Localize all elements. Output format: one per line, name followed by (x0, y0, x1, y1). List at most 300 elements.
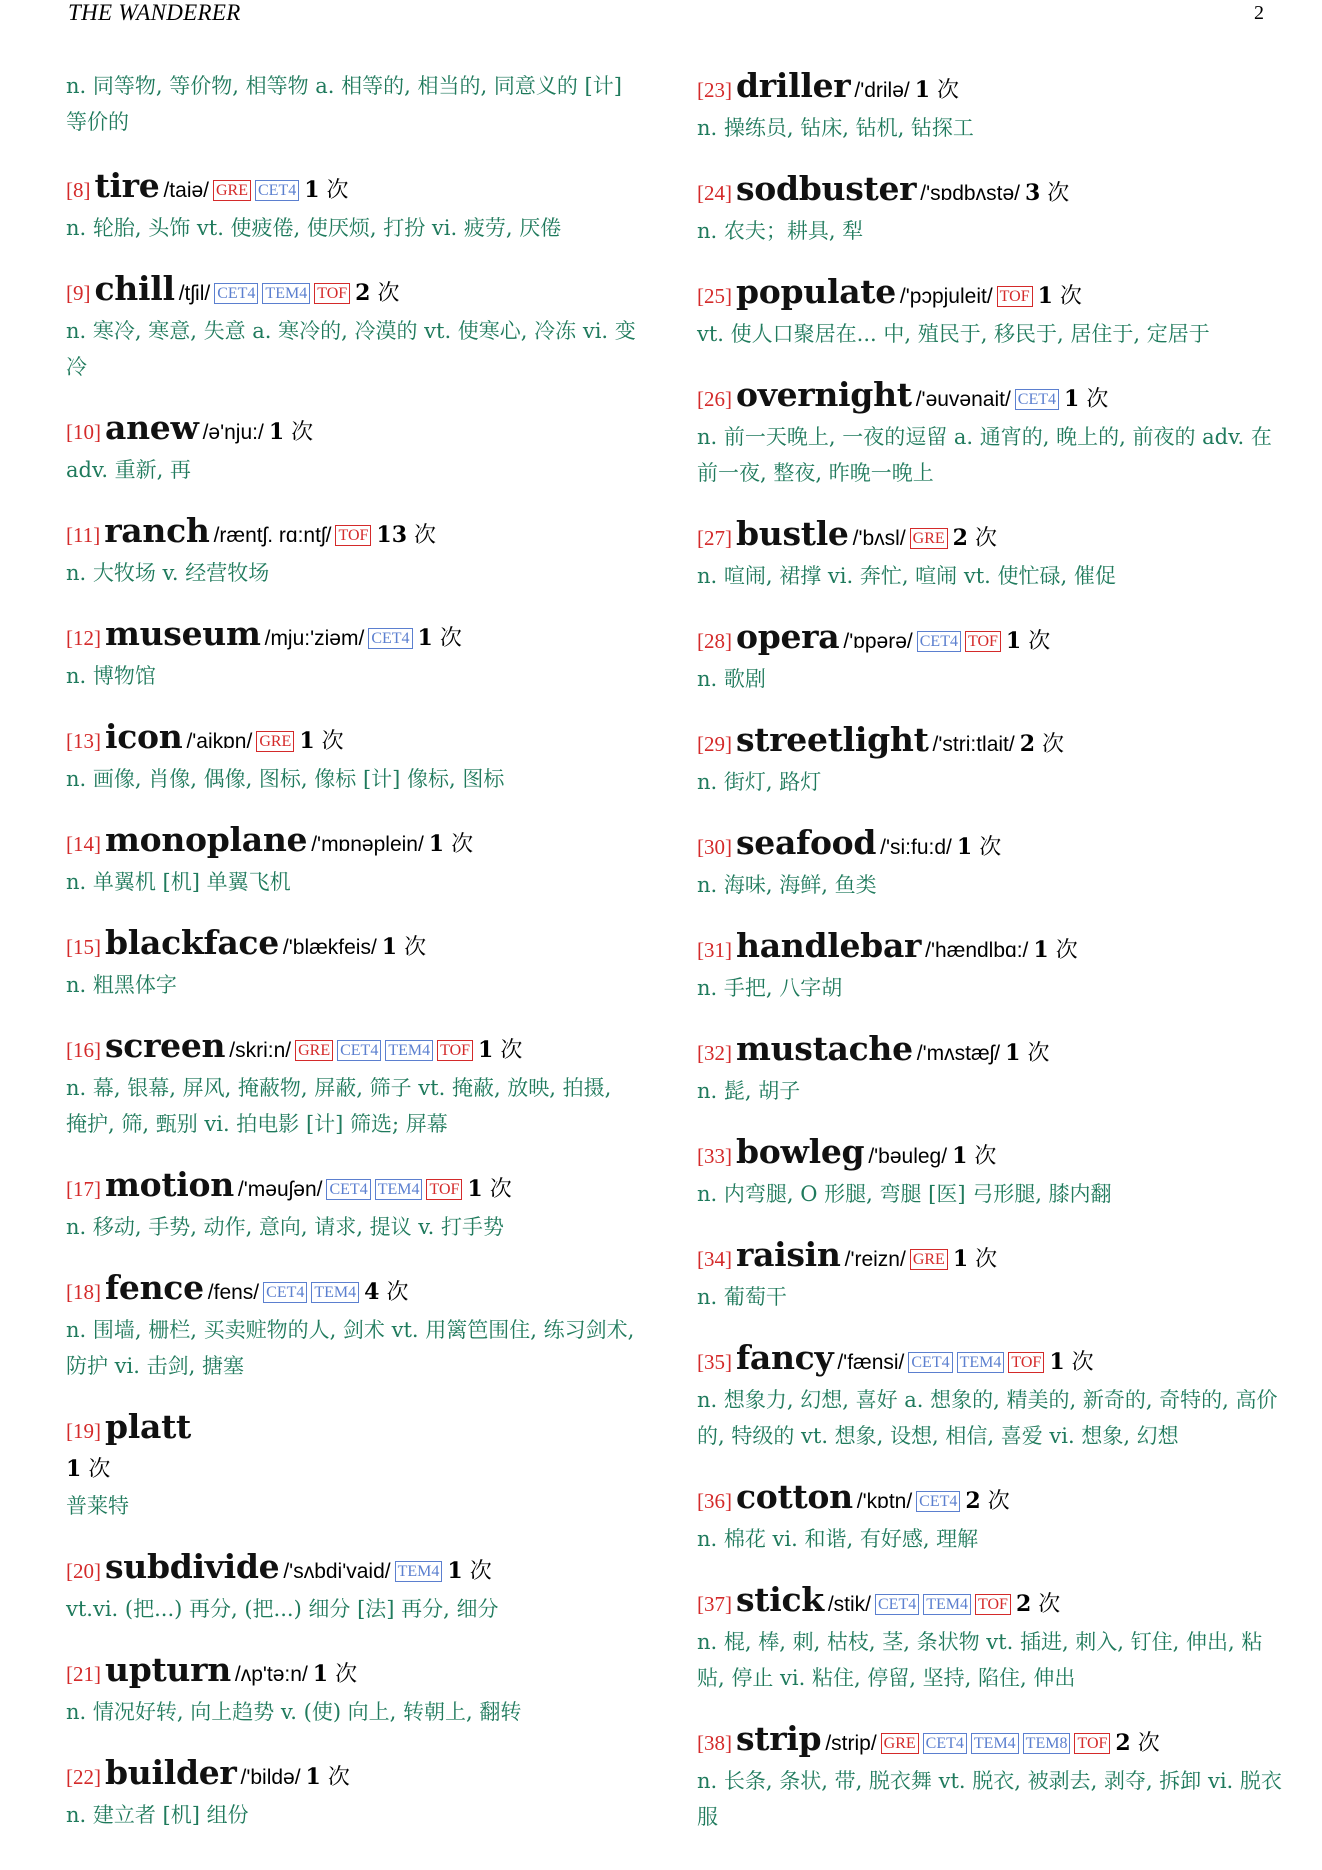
count-number: 2 (1115, 1730, 1131, 1756)
headword-line (697, 722, 1282, 764)
headword: mustache (736, 1029, 913, 1068)
headword: driller (736, 66, 851, 105)
headword-line (66, 1270, 636, 1312)
pronunciation: /'əuvənait/ (915, 388, 1011, 411)
exam-tag-badge: TEM4 (262, 283, 310, 304)
headword-line (697, 68, 1282, 110)
pronunciation: /'fænsi/ (837, 1351, 905, 1374)
pronunciation: /ʌp'tə:n/ (234, 1663, 308, 1686)
word-entry (66, 1549, 636, 1627)
occurrence-count (1064, 387, 1108, 412)
count-number: 1 (1005, 628, 1022, 654)
count-unit: 次 (987, 1489, 1010, 1514)
count-number: 1 (428, 831, 445, 857)
count-unit: 次 (1047, 181, 1070, 206)
count-number: 2 (355, 280, 371, 306)
word-entry (66, 271, 636, 385)
entry-index: [38] (697, 1731, 732, 1755)
count-number: 1 (478, 1037, 494, 1063)
entry-index: [25] (697, 284, 732, 308)
pronunciation: /mju:'ziəm/ (264, 627, 365, 650)
count-number: 1 (956, 834, 973, 860)
exam-tag-badge: TEM8 (1023, 1733, 1071, 1754)
exam-tag-badge: TOF (1008, 1352, 1044, 1373)
occurrence-count (953, 1247, 997, 1272)
headword-line (697, 1479, 1282, 1521)
exam-tag-badge: TOF (997, 286, 1033, 307)
word-entry (66, 1167, 636, 1245)
count-unit: 次 (327, 1765, 350, 1790)
headword-line (66, 1028, 636, 1070)
exam-tag-badge: TOF (314, 283, 350, 304)
pronunciation: /'məuʃən/ (237, 1178, 323, 1201)
count-number: 1 (1049, 1349, 1065, 1375)
word-entry (697, 1031, 1282, 1109)
pronunciation: /taiə/ (163, 179, 209, 202)
definition: n. 寒冷, 寒意, 失意 a. 寒冷的, 冷漠的 vt. 使寒心, 冷冻 vi. 变冷 (66, 319, 636, 379)
occurrence-count (953, 526, 997, 551)
pronunciation: /'stri:tlait/ (932, 733, 1015, 756)
exam-tag-badge: CET4 (1015, 389, 1059, 410)
exam-tag-badge: GRE (256, 731, 294, 752)
definition: n. 内弯腿, O 形腿, 弯腿 [医] 弓形腿, 膝内翻 (697, 1182, 1112, 1206)
pronunciation: /'sɒdbʌstə/ (920, 182, 1020, 205)
occurrence-count (355, 281, 399, 306)
exam-tag-badge: CET4 (875, 1594, 919, 1615)
word-entry (66, 410, 636, 488)
count-unit: 次 (1055, 938, 1078, 963)
count-unit: 次 (1027, 1041, 1050, 1066)
count-unit: 次 (451, 832, 474, 857)
definition: vt.vi. (把...) 再分, (把...) 细分 [法] 再分, 细分 (66, 1597, 499, 1621)
occurrence-count (952, 1144, 996, 1169)
count-unit: 次 (1137, 1731, 1160, 1756)
occurrence-count (304, 178, 348, 203)
word-entry (66, 1028, 636, 1142)
count-unit: 次 (1028, 629, 1051, 654)
occurrence-count (364, 1280, 408, 1305)
right-column (697, 68, 1282, 1860)
count-unit: 次 (1042, 732, 1065, 757)
entry-index: [17] (66, 1177, 101, 1201)
definition: n. 长条, 条状, 带, 脱衣舞 vt. 脱衣, 被剥去, 剥夺, 拆卸 vi. 脱衣服 (697, 1769, 1282, 1829)
carryover-definition: n. 同等物, 等价物, 相等物 a. 相等的, 相当的, 同意义的 [计] 等价的 (66, 74, 622, 134)
definition: 普莱特 (66, 1494, 129, 1518)
word-entry (697, 1340, 1282, 1454)
exam-tag-badge: GRE (881, 1733, 919, 1754)
occurrence-count (313, 1662, 357, 1687)
entry-index: [13] (66, 729, 101, 753)
count-number: 1 (952, 1246, 969, 1272)
entry-index: [37] (697, 1592, 732, 1616)
pronunciation: /ə'nju:/ (202, 421, 264, 444)
entry-index: [22] (66, 1765, 101, 1789)
definition: n. 操练员, 钻床, 钻机, 钻探工 (697, 116, 974, 140)
count-number: 13 (376, 522, 408, 548)
count-unit: 次 (335, 1662, 358, 1687)
headword-line (66, 271, 636, 313)
occurrence-count (1020, 732, 1064, 757)
headword-line (66, 513, 636, 555)
pronunciation: /'mɒnəplein/ (311, 833, 424, 856)
word-entry (697, 1582, 1282, 1696)
headword: overnight (736, 375, 912, 414)
headword-line (697, 619, 1282, 661)
exam-tag-badge: TOF (335, 525, 371, 546)
count-number: 1 (381, 934, 398, 960)
entry-index: [8] (66, 178, 91, 202)
word-entry (66, 1270, 636, 1384)
entry-index: [24] (697, 181, 732, 205)
count-number: 2 (1015, 1591, 1032, 1617)
pronunciation: /'kɒtn/ (856, 1490, 913, 1513)
occurrence-count (965, 1489, 1009, 1514)
exam-tag-badge: GRE (910, 1249, 948, 1270)
word-entry (697, 1134, 1282, 1212)
headword-line (697, 1031, 1282, 1073)
entry-index: [20] (66, 1559, 101, 1583)
headword: icon (105, 717, 183, 756)
count-number: 1 (299, 728, 315, 754)
definition: n. 建立者 [机] 组份 (66, 1803, 249, 1827)
definition: vt. 使人口聚居在... 中, 殖民于, 移民于, 居住于, 定居于 (697, 322, 1210, 346)
headword-line (697, 1134, 1282, 1176)
headword-line (66, 168, 636, 210)
exam-tag-badge: GRE (295, 1040, 333, 1061)
pronunciation: /fens/ (207, 1281, 260, 1304)
count-unit: 次 (979, 835, 1002, 860)
occurrence-count (447, 1559, 491, 1584)
count-number: 2 (1019, 731, 1036, 757)
occurrence-count (1049, 1350, 1093, 1375)
word-entry (66, 513, 636, 591)
definition: n. 棉花 vi. 和谐, 有好感, 理解 (697, 1527, 979, 1551)
occurrence-count (269, 420, 313, 445)
headword: museum (105, 614, 261, 653)
headword-line (66, 410, 636, 452)
definition: n. 髭, 胡子 (697, 1079, 801, 1103)
headword-line (697, 274, 1282, 316)
page-number: 2 (1254, 2, 1264, 24)
headword-line (66, 1652, 636, 1694)
exam-tag-badge: TEM4 (923, 1594, 971, 1615)
count-number: 1 (1005, 1040, 1021, 1066)
headword-line (697, 1340, 1282, 1382)
pronunciation: /'pɔpjuleit/ (899, 285, 993, 308)
word-entry (66, 168, 636, 246)
count-unit: 次 (291, 420, 314, 445)
exam-tag-badge: CET4 (916, 1491, 960, 1512)
entry-index: [27] (697, 526, 732, 550)
count-unit: 次 (500, 1038, 523, 1063)
word-entry (697, 1479, 1282, 1557)
pronunciation: /'drilə/ (854, 79, 910, 102)
definition: n. 单翼机 [机] 单翼飞机 (66, 870, 291, 894)
exam-tag-badge: TEM4 (311, 1282, 359, 1303)
count-number: 1 (1033, 937, 1049, 963)
headword: anew (105, 408, 199, 447)
definition: n. 棍, 棒, 刺, 枯枝, 茎, 条状物 vt. 插进, 刺入, 钉住, 伸出, 粘贴, 停止 vi. 粘住, 停留, 坚持, 陷住, 伸出 (697, 1630, 1263, 1690)
count-unit: 次 (321, 729, 344, 754)
headword: cotton (736, 1477, 853, 1516)
word-entry (697, 825, 1282, 903)
headword: fence (105, 1268, 204, 1307)
count-unit: 次 (404, 935, 427, 960)
pronunciation: /'ɒpərə/ (843, 630, 913, 653)
entry-index: [14] (66, 832, 101, 856)
count-number: 1 (467, 1176, 483, 1202)
pronunciation: /'reizn/ (844, 1248, 906, 1271)
headword: screen (105, 1026, 226, 1065)
occurrence-count (1025, 181, 1069, 206)
count-number: 1 (952, 1143, 968, 1169)
exam-tag-badge: CET4 (326, 1179, 370, 1200)
count-number: 1 (447, 1558, 463, 1584)
count-unit: 次 (1038, 1592, 1061, 1617)
entry-index: [15] (66, 935, 101, 959)
occurrence-count (957, 835, 1001, 860)
word-entry (66, 925, 636, 1003)
entry-index: [26] (697, 387, 732, 411)
word-entry (66, 1755, 636, 1833)
definition: adv. 重新, 再 (66, 458, 192, 482)
pronunciation: /'mʌstæʃ/ (916, 1042, 1001, 1065)
count-number: 1 (268, 419, 285, 445)
entry-index: [30] (697, 835, 732, 859)
definition: n. 博物馆 (66, 664, 156, 688)
headword: stick (736, 1580, 824, 1619)
pronunciation: /'sʌbdi'vaid/ (283, 1560, 391, 1583)
count-unit: 次 (469, 1559, 492, 1584)
occurrence-count (376, 523, 436, 548)
word-entry (697, 171, 1282, 249)
exam-tag-badge: CET4 (337, 1040, 381, 1061)
definition: n. 想象力, 幻想, 喜好 a. 想象的, 精美的, 新奇的, 奇特的, 高价的, 特级的 vt. 想象, 设想, 相信, 喜爱 vi. 想象, 幻想 (697, 1388, 1278, 1448)
occurrence-count (1033, 938, 1077, 963)
pronunciation: /'si:fu:d/ (880, 836, 952, 859)
count-unit: 次 (975, 1247, 998, 1272)
entry-index: [21] (66, 1662, 101, 1686)
count-number: 1 (66, 1456, 82, 1482)
definition: n. 情况好转, 向上趋势 v. (使) 向上, 转朝上, 翻转 (66, 1700, 522, 1724)
headword-line (697, 825, 1282, 867)
headword-line (697, 516, 1282, 558)
headword: builder (105, 1753, 237, 1792)
count-number: 2 (952, 525, 968, 551)
word-entry (66, 1409, 636, 1524)
count-unit: 次 (1059, 284, 1082, 309)
pronunciation: /'bʌsl/ (852, 527, 906, 550)
definition: n. 农夫；耕具, 犁 (697, 219, 864, 243)
exam-tag-badge: GRE (213, 180, 251, 201)
headword: chill (94, 269, 175, 308)
headword: bowleg (736, 1132, 865, 1171)
occurrence-count (299, 729, 343, 754)
count-unit: 次 (1071, 1350, 1094, 1375)
definition: n. 移动, 手势, 动作, 意向, 请求, 提议 v. 打手势 (66, 1215, 505, 1239)
headword-line (66, 719, 636, 761)
occurrence-count (1006, 629, 1050, 654)
entry-index: [12] (66, 626, 101, 650)
headword: seafood (736, 823, 877, 862)
definition: n. 海味, 海鲜, 鱼类 (697, 873, 877, 897)
count-unit: 次 (1086, 387, 1109, 412)
headword-line (697, 377, 1282, 419)
count-number: 1 (914, 77, 931, 103)
pronunciation: /stik/ (827, 1593, 871, 1616)
headword-line (697, 1582, 1282, 1624)
headword-line (66, 616, 636, 658)
occurrence-count (1016, 1592, 1060, 1617)
exam-tag-badge: TEM4 (375, 1179, 423, 1200)
headword: motion (105, 1165, 234, 1204)
count-number: 4 (364, 1279, 380, 1305)
count-number: 2 (965, 1488, 981, 1514)
entry-index: [33] (697, 1144, 732, 1168)
occurrence-count (418, 626, 462, 651)
pronunciation: /tʃil/ (178, 282, 211, 305)
count-unit: 次 (386, 1280, 409, 1305)
count-unit: 次 (377, 281, 400, 306)
headword: upturn (105, 1650, 231, 1689)
word-entry (66, 719, 636, 797)
entry-index: [34] (697, 1247, 732, 1271)
word-entry (697, 1237, 1282, 1315)
exam-tag-badge: CET4 (214, 283, 258, 304)
word-entry (697, 274, 1282, 352)
occurrence-count (478, 1038, 522, 1063)
headword: blackface (105, 923, 279, 962)
word-entry (66, 822, 636, 900)
count-unit: 次 (439, 626, 462, 651)
definition: n. 前一天晚上, 一夜的逗留 a. 通宵的, 晚上的, 前夜的 adv. 在前一夜, 整夜, 昨晚一晚上 (697, 425, 1272, 485)
left-column (66, 68, 636, 1858)
exam-tag-badge: CET4 (923, 1733, 967, 1754)
headword: subdivide (105, 1547, 280, 1586)
entry-index: [23] (697, 78, 732, 102)
occurrence-count (429, 832, 473, 857)
entry-index: [19] (66, 1419, 101, 1443)
occurrence-count (1038, 284, 1082, 309)
exam-tag-badge: TOF (975, 1594, 1011, 1615)
headword: fancy (736, 1338, 834, 1377)
pronunciation: /ræntʃ. rɑ:ntʃ/ (213, 524, 332, 547)
word-entry (697, 68, 1282, 146)
definition: n. 轮胎, 头饰 vt. 使疲倦, 使厌烦, 打扮 vi. 疲劳, 厌倦 (66, 216, 562, 240)
occurrence-count (915, 78, 959, 103)
headword: raisin (736, 1235, 841, 1274)
exam-tag-badge: CET4 (263, 1282, 307, 1303)
headword: tire (94, 166, 160, 205)
pronunciation: /'bəuleg/ (868, 1145, 948, 1168)
count-number: 1 (417, 625, 433, 651)
exam-tag-badge: TOF (426, 1179, 462, 1200)
entry-index: [36] (697, 1489, 732, 1513)
headword: streetlight (736, 720, 929, 759)
headword-line (66, 1755, 636, 1797)
definition: n. 画像, 肖像, 偶像, 图标, 像标 [计] 像标, 图标 (66, 767, 505, 791)
headword-line (697, 1237, 1282, 1279)
headword-line (66, 1167, 636, 1209)
word-entry (697, 619, 1282, 697)
pronunciation: /skri:n/ (229, 1039, 292, 1062)
word-entry (697, 1721, 1282, 1835)
exam-tag-badge: TEM4 (395, 1561, 443, 1582)
count-number: 1 (304, 177, 320, 203)
word-entry (697, 722, 1282, 800)
entry-index: [18] (66, 1280, 101, 1304)
count-unit: 次 (414, 523, 437, 548)
word-entry (697, 516, 1282, 594)
occurrence-count (382, 935, 426, 960)
headword: bustle (736, 514, 849, 553)
entry-index: [28] (697, 629, 732, 653)
headword: populate (736, 272, 896, 311)
definition: n. 大牧场 v. 经营牧场 (66, 561, 270, 585)
occurrence-count (467, 1177, 511, 1202)
definition: n. 手把, 八字胡 (697, 976, 843, 1000)
count-number: 1 (1064, 386, 1080, 412)
entry-index: [31] (697, 938, 732, 962)
headword: platt (105, 1407, 191, 1446)
entry-index: [11] (66, 523, 101, 547)
headword: handlebar (736, 926, 922, 965)
definition: n. 葡萄干 (697, 1285, 787, 1309)
entry-index: [9] (66, 281, 91, 305)
entry-index: [32] (697, 1041, 732, 1065)
entry-index: [35] (697, 1350, 732, 1374)
exam-tag-badge: CET4 (908, 1352, 952, 1373)
exam-tag-badge: TEM4 (957, 1352, 1005, 1373)
count-unit: 次 (974, 1144, 997, 1169)
entry-index: [29] (697, 732, 732, 756)
count-number: 1 (312, 1661, 329, 1687)
word-entry (66, 1652, 636, 1730)
count-unit: 次 (326, 178, 349, 203)
word-entry (697, 928, 1282, 1006)
exam-tag-badge: TEM4 (385, 1040, 433, 1061)
entry-index: [16] (66, 1038, 101, 1062)
definition: n. 围墙, 栅栏, 买卖赃物的人, 剑术 vt. 用篱笆围住, 练习剑术, 防护 vi. 击剑, 搪塞 (66, 1318, 635, 1378)
word-entry (66, 616, 636, 694)
count-number: 1 (305, 1764, 321, 1790)
count-unit: 次 (937, 78, 960, 103)
headword-line (66, 925, 636, 967)
definition: n. 喧闹, 裙撑 vi. 奔忙, 喧闹 vt. 使忙碌, 催促 (697, 564, 1116, 588)
headword: ranch (104, 511, 210, 550)
page-header (0, 0, 1322, 36)
occurrence-count (1115, 1731, 1159, 1756)
exam-tag-badge: CET4 (255, 180, 299, 201)
pronunciation: /'hændlbɑ:/ (925, 939, 1029, 962)
headword-line (66, 822, 636, 864)
headword: strip (736, 1719, 822, 1758)
exam-tag-badge: TOF (965, 631, 1001, 652)
exam-tag-badge: TOF (1074, 1733, 1110, 1754)
word-entry (697, 377, 1282, 491)
pronunciation: /'blækfeis/ (282, 936, 377, 959)
headword: monoplane (105, 820, 308, 859)
exam-tag-badge: GRE (910, 528, 948, 549)
exam-tag-badge: CET4 (368, 628, 412, 649)
count-number: 3 (1024, 180, 1041, 206)
headword: sodbuster (736, 169, 917, 208)
exam-tag-badge: CET4 (917, 631, 961, 652)
definition: n. 粗黑体字 (66, 973, 177, 997)
count-unit: 次 (489, 1177, 512, 1202)
count-unit: 次 (974, 526, 997, 551)
pronunciation: /'aikɒn/ (186, 730, 253, 753)
